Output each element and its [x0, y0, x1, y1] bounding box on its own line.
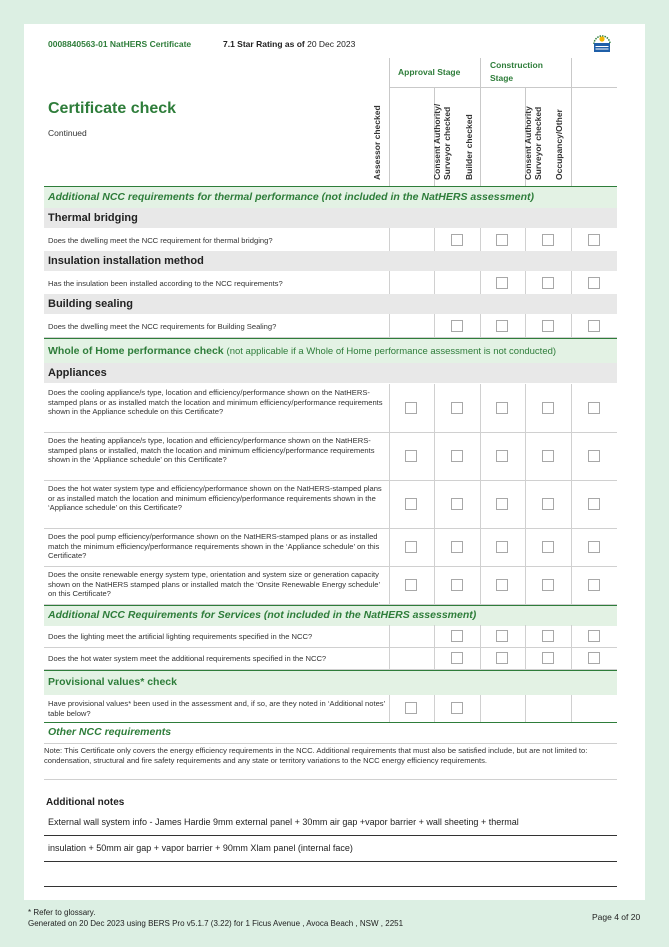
checkbox-assessor[interactable]: [405, 450, 417, 462]
nathers-logo-icon: [590, 30, 614, 54]
rating-date: 20 Dec 2023: [307, 39, 356, 49]
question-row-heating: [44, 432, 617, 481]
subsection-title: Thermal bridging: [48, 212, 138, 224]
cell-line: [389, 566, 390, 604]
checkbox-consent-surveyor[interactable]: [451, 630, 463, 642]
checkbox-assessor[interactable]: [405, 541, 417, 553]
cell-line: [480, 647, 481, 669]
checkbox-occupancy[interactable]: [588, 630, 600, 642]
other-ncc-note: Note: This Certificate only covers the energy efficiency requirements in the NCC. Additional requirements that must also be satisfied include, but are not limited to: condensation, structural and fire safety requirements and any state or territory variations to the NCC energy efficiency requirements.: [44, 746, 588, 765]
cell-line: [571, 695, 572, 722]
checkbox-consent-authority[interactable]: [542, 652, 554, 664]
construction-stage-header-line1: Construction: [490, 60, 543, 70]
cell-line: [480, 566, 481, 604]
checkbox-occupancy[interactable]: [588, 652, 600, 664]
approval-stage-header: Approval Stage: [398, 67, 461, 77]
checkbox-occupancy[interactable]: [588, 498, 600, 510]
question-row-sealing: [44, 314, 617, 338]
cell-line: [389, 314, 390, 337]
question-text: Does the cooling appliance/s type, location and efficiency/performance shown on the NatHERS-stamped plans or as installed match the location and minimum efficiency/performance requirements shown in the Appliance schedule on this Certificate?: [48, 388, 383, 417]
certificate-id: 0008840563-01 NatHERS Certificate: [48, 39, 192, 49]
cell-line: [571, 647, 572, 669]
cell-line: [571, 625, 572, 647]
construction-stage-header-line2: Stage: [490, 73, 514, 83]
checkbox-occupancy[interactable]: [588, 234, 600, 246]
cell-line: [389, 384, 390, 432]
section-other-ncc: [44, 722, 617, 744]
cell-line: [389, 271, 390, 294]
subsection-building-sealing: [44, 294, 617, 314]
cell-line: [525, 625, 526, 647]
cell-line: [571, 480, 572, 528]
checkbox-consent-authority[interactable]: [542, 630, 554, 642]
additional-notes-title: Additional notes: [46, 797, 125, 808]
page-title: Certificate check: [48, 100, 177, 117]
page-number: Page 4 of 20: [592, 912, 641, 922]
cell-line: [480, 528, 481, 566]
section-title: Additional NCC Requirements for Services (not included in the NatHERS assessment): [48, 609, 477, 621]
question-text: Does the onsite renewable energy system type, orientation and system size or generation capacity shown on the NatHERS stamped plans or installed match the ‘Onsite Renewable Energy schedule’ on this Certificate?: [48, 570, 380, 599]
header-divider: [389, 87, 617, 88]
checkbox-consent-surveyor[interactable]: [451, 498, 463, 510]
checkbox-occupancy[interactable]: [588, 320, 600, 332]
checkbox-assessor[interactable]: [405, 498, 417, 510]
cell-line: [571, 528, 572, 566]
column-builder-checked: Builder checked: [464, 114, 474, 180]
cell-line: [480, 625, 481, 647]
checkbox-consent-surveyor[interactable]: [451, 702, 463, 714]
cell-line: [571, 228, 572, 251]
checkbox-consent-authority[interactable]: [542, 234, 554, 246]
cell-line: [525, 528, 526, 566]
checkbox-builder[interactable]: [496, 541, 508, 553]
cell-line: [389, 625, 390, 647]
header-col-line: [480, 58, 481, 186]
subsection-title: Building sealing: [48, 298, 133, 310]
column-occupancy-other: Occupancy/Other: [554, 109, 564, 180]
cell-line: [571, 384, 572, 432]
question-row-lighting: [44, 625, 617, 648]
checkbox-consent-authority[interactable]: [542, 277, 554, 289]
checkbox-assessor[interactable]: [405, 579, 417, 591]
cell-line: [525, 480, 526, 528]
notes-rule: [44, 886, 617, 887]
checkbox-builder[interactable]: [496, 320, 508, 332]
cell-line: [434, 480, 435, 528]
question-row-insulation: [44, 271, 617, 295]
checkbox-consent-authority[interactable]: [542, 541, 554, 553]
cell-line: [434, 271, 435, 294]
column-consent-authority-surveyor: Consent Authority/ Surveyor checked: [432, 103, 452, 180]
glossary-note: * Refer to glossary.: [28, 908, 96, 917]
checkbox-consent-surveyor[interactable]: [451, 579, 463, 591]
checkbox-consent-surveyor[interactable]: [451, 320, 463, 332]
checkbox-occupancy[interactable]: [588, 579, 600, 591]
cell-line: [480, 271, 481, 294]
cell-line: [571, 566, 572, 604]
cell-line: [434, 566, 435, 604]
subsection-title: Insulation installation method: [48, 255, 204, 267]
question-text: Have provisional values* been used in the assessment and, if so, are they noted in ‘Additional notes’ table below?: [48, 699, 386, 718]
cell-line: [480, 314, 481, 337]
cell-line: [571, 271, 572, 294]
section-ncc-services: [44, 605, 617, 626]
section-title: Additional NCC requirements for thermal performance (not included in the NatHERS assessment): [48, 191, 534, 203]
checkbox-consent-authority[interactable]: [542, 498, 554, 510]
additional-notes-line-1: External wall system info - James Hardie 9mm external panel + 30mm air gap +vapor barrier + wall sheeting + thermal: [48, 817, 519, 827]
checkbox-builder[interactable]: [496, 234, 508, 246]
checkbox-consent-authority[interactable]: [542, 402, 554, 414]
cell-line: [525, 314, 526, 337]
checkbox-builder[interactable]: [496, 450, 508, 462]
cell-line: [389, 480, 390, 528]
checkbox-builder[interactable]: [496, 579, 508, 591]
checkbox-builder[interactable]: [496, 630, 508, 642]
cell-line: [434, 432, 435, 480]
cell-line: [480, 695, 481, 722]
cell-line: [434, 695, 435, 722]
checkbox-occupancy[interactable]: [588, 277, 600, 289]
checkbox-consent-surveyor[interactable]: [451, 450, 463, 462]
checkbox-builder[interactable]: [496, 277, 508, 289]
question-text: Does the lighting meet the artificial lighting requirements specified in the NCC?: [48, 632, 313, 641]
question-text: Does the pool pump efficiency/performance shown on the NatHERS-stamped plans or as installed match the minimum efficiency/performance requirements shown in the ‘Appliance schedule’ on this Certificate?: [48, 532, 380, 561]
checkbox-occupancy[interactable]: [588, 450, 600, 462]
cell-line: [480, 384, 481, 432]
checkbox-builder[interactable]: [496, 498, 508, 510]
notes-rule: [44, 861, 617, 862]
cell-line: [434, 647, 435, 669]
subsection-insulation: [44, 251, 617, 271]
note-divider: [44, 779, 617, 780]
question-row-hot-water-additional: [44, 647, 617, 670]
cell-line: [389, 528, 390, 566]
cell-line: [525, 566, 526, 604]
question-text: Does the hot water system meet the additional requirements specified in the NCC?: [48, 654, 327, 663]
subsection-appliances: [44, 363, 617, 383]
checkbox-builder[interactable]: [496, 652, 508, 664]
additional-notes-line-2: insulation + 50mm air gap + vapor barrier + 90mm Xlam panel (internal face): [48, 843, 353, 853]
question-row-provisional: [44, 695, 617, 723]
cell-line: [389, 228, 390, 251]
checkbox-consent-authority[interactable]: [542, 320, 554, 332]
section-whole-of-home: [44, 338, 617, 363]
section-title: Whole of Home performance check: [48, 345, 224, 357]
checkbox-consent-authority[interactable]: [542, 450, 554, 462]
cell-line: [571, 314, 572, 337]
question-row-hot-water: [44, 480, 617, 529]
header-col-line: [571, 58, 572, 186]
cell-line: [434, 228, 435, 251]
question-text: Does the hot water system type and efficiency/performance shown on the NatHERS-stamped plans or as installed match the location and minimum efficiency/performance requirements shown in the ‘Appliance schedule’ on this Certificate?: [48, 484, 382, 513]
cell-line: [389, 695, 390, 722]
cell-line: [434, 528, 435, 566]
checkbox-consent-surveyor[interactable]: [451, 541, 463, 553]
question-text: Does the heating appliance/s type, location and efficiency/performance shown on the NatHERS-stamped plans or installed, match the location and minimum efficiency/performance requirements shown in the ‘Appliance schedule’ on this Certificate?: [48, 436, 375, 465]
checkbox-occupancy[interactable]: [588, 402, 600, 414]
section-title: Provisional values* check: [48, 676, 177, 688]
cell-line: [434, 384, 435, 432]
checkbox-assessor[interactable]: [405, 702, 417, 714]
cell-line: [434, 625, 435, 647]
question-text: Does the dwelling meet the NCC requirements for Building Sealing?: [48, 322, 277, 331]
question-row-pool-pump: [44, 528, 617, 567]
cell-line: [480, 228, 481, 251]
page-subtitle: Continued: [48, 128, 87, 138]
generated-info: Generated on 20 Dec 2023 using BERS Pro v5.1.7 (3.22) for 1 Ficus Avenue , Avoca Beach , NSW , 2251: [28, 919, 404, 928]
cell-line: [525, 271, 526, 294]
cell-line: [525, 695, 526, 722]
question-row-thermal-bridging: [44, 228, 617, 252]
subsection-title: Appliances: [48, 367, 107, 379]
checkbox-occupancy[interactable]: [588, 541, 600, 553]
cell-line: [525, 647, 526, 669]
cell-line: [480, 432, 481, 480]
checkbox-assessor[interactable]: [405, 402, 417, 414]
cell-line: [434, 314, 435, 337]
column-consent-authority-surveyor-2: Consent Authority Surveyor checked: [523, 106, 543, 180]
question-row-onsite-renewable: [44, 566, 617, 605]
checkbox-builder[interactable]: [496, 402, 508, 414]
star-rating-date: [223, 39, 355, 49]
cell-line: [480, 480, 481, 528]
checkbox-consent-authority[interactable]: [542, 579, 554, 591]
star-rating-label: 7.1 Star Rating as of: [223, 39, 305, 49]
notes-rule: [44, 835, 617, 836]
question-text: Does the dwelling meet the NCC requirement for thermal bridging?: [48, 236, 273, 245]
certificate-page: [24, 24, 645, 900]
header-col-line: [389, 58, 390, 186]
section-ncc-thermal: [44, 186, 617, 208]
cell-line: [525, 432, 526, 480]
question-text: Has the insulation been installed according to the NCC requirements?: [48, 279, 283, 288]
cell-line: [571, 432, 572, 480]
column-assessor-checked: Assessor checked: [372, 105, 382, 180]
section-note: (not applicable if a Whole of Home performance assessment is not conducted): [226, 346, 557, 357]
section-title: Other NCC requirements: [48, 726, 172, 738]
cell-line: [389, 647, 390, 669]
cell-line: [389, 432, 390, 480]
cell-line: [525, 384, 526, 432]
question-row-cooling: [44, 384, 617, 433]
checkbox-consent-surveyor[interactable]: [451, 234, 463, 246]
checkbox-consent-surveyor[interactable]: [451, 652, 463, 664]
subsection-thermal-bridging: [44, 208, 617, 228]
cell-line: [525, 228, 526, 251]
checkbox-consent-surveyor[interactable]: [451, 402, 463, 414]
section-provisional-values: [44, 670, 617, 695]
